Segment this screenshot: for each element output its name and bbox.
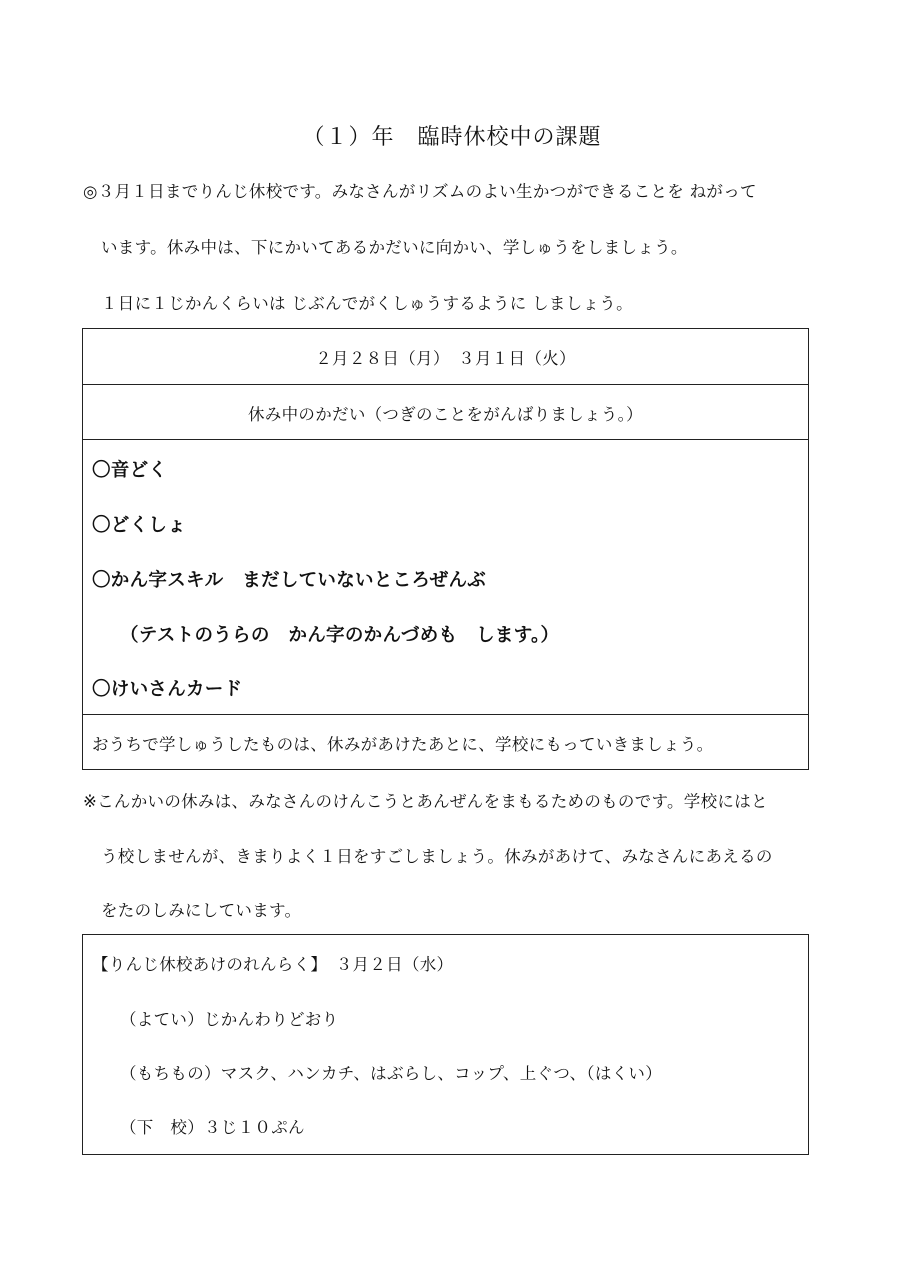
note-line-3: をたのしみにしています。 — [101, 901, 302, 920]
table-heading: 休み中のかだい（つぎのことをがんばりましょう。） — [248, 405, 643, 424]
table-divider — [83, 384, 808, 385]
task-reading-aloud: 〇音どく — [92, 460, 168, 481]
task-kanji-skill: 〇かん字スキル まだしていないところぜんぶ — [92, 570, 487, 591]
table-footer: おうちで学しゅうしたものは、休みがあけたあとに、学校にもっていきましょう。 — [92, 735, 714, 754]
table-dates: ２月２８日（月） ３月１日（火） — [315, 349, 576, 368]
intro-line-1: ◎３月１日までりんじ休校です。みなさんがリズムのよい生かつができることを ねがって — [83, 182, 757, 201]
contact-box — [82, 934, 809, 1155]
note-line-2: う校しませんが、きまりよく１日をすごしましょう。休みがあけて、みなさんにあえるの — [101, 847, 773, 866]
task-kanji-note: （テストのうらの かん字のかんづめも します。） — [120, 625, 560, 646]
table-divider — [83, 439, 808, 440]
assignment-table — [82, 328, 809, 770]
page-title: （１）年 臨時休校中の課題 — [302, 125, 602, 150]
contact-dismissal: （下 校）３じ１０ぷん — [120, 1118, 305, 1137]
intro-line-3: １日に１じかんくらいは じぶんでがくしゅうするように しましょう。 — [101, 294, 633, 313]
task-calc-card: 〇けいさんカード — [92, 679, 243, 700]
table-divider — [83, 714, 808, 715]
contact-belongings: （もちもの）マスク、ハンカチ、はぶらし、コップ、上ぐつ、（はくい） — [120, 1064, 663, 1083]
intro-line-2: います。休み中は、下にかいてあるかだいに向かい、学しゅうをしましょう。 — [101, 238, 688, 257]
task-reading: 〇どくしょ — [92, 515, 187, 536]
contact-heading: 【りんじ休校あけのれんらく】 ３月２日（水） — [92, 955, 454, 974]
note-line-1: ※こんかいの休みは、みなさんのけんこうとあんぜんをまもるためのものです。学校にはと — [83, 792, 768, 811]
contact-schedule: （よてい）じかんわりどおり — [120, 1010, 339, 1029]
